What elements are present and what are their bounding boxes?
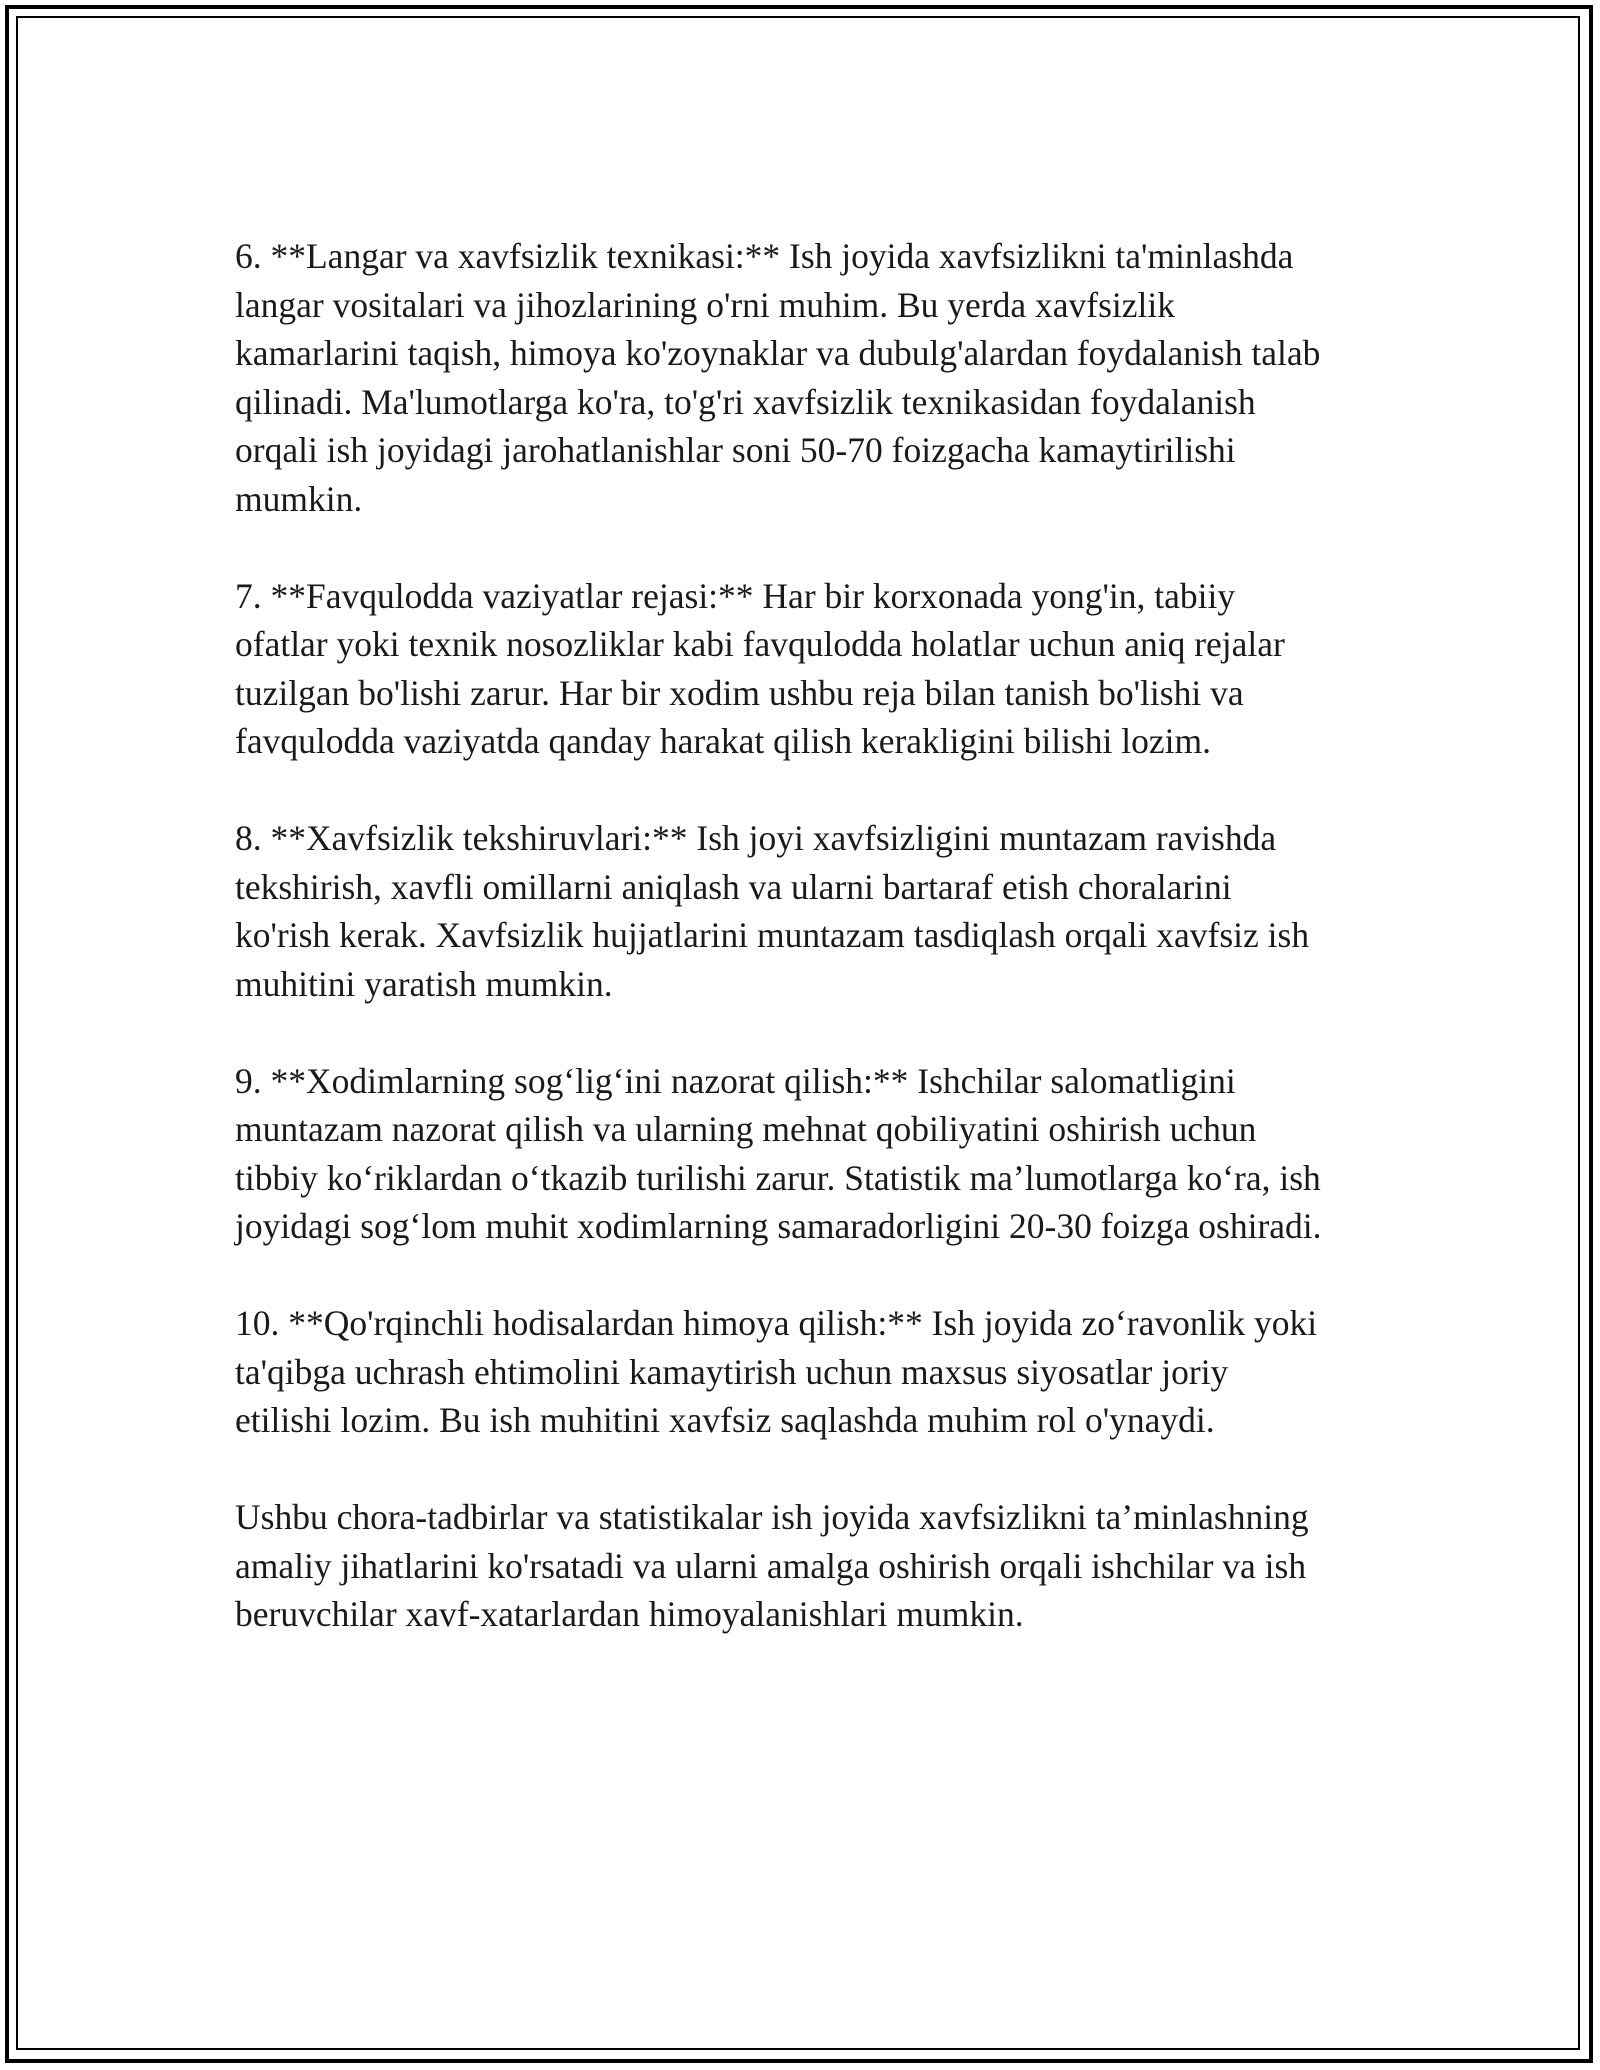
paragraph (235, 232, 1365, 523)
text-line: etilishi lozim. Bu ish muhitini xavfsiz saqlashda muhim rol o'ynaydi. (235, 1400, 1215, 1440)
text-line: 6. **Langar va xavfsizlik texnikasi:** Ish joyida xavfsizlikni ta'minlashda (235, 236, 1294, 276)
text-line: joyidagi sog‘lom muhit xodimlarning samaradorligini 20-30 foizga oshiradi. (235, 1206, 1322, 1246)
text-line: 8. **Xavfsizlik tekshiruvlari:** Ish joyi xavfsizligini muntazam ravishda (235, 818, 1277, 858)
paragraph (235, 1493, 1365, 1639)
text-line: favqulodda vaziyatda qanday harakat qilish kerakligini bilishi lozim. (235, 721, 1211, 761)
text-line: muhitini yaratish mumkin. (235, 963, 613, 1004)
text-line: mumkin. (235, 478, 363, 519)
text-line: tekshirish, xavfli omillarni aniqlash va ularni bartaraf etish choralarini (235, 866, 1232, 907)
text-line: kamarlarini taqish, himoya ko'zoynaklar va dubulg'alardan foydalanish talab (235, 333, 1321, 373)
text-line: 10. **Qo'rqinchli hodisalardan himoya qilish:** Ish joyida zo‘ravonlik yoki (235, 1303, 1318, 1343)
text-line: qilinadi. Ma'lumotlarga ko'ra, to'g'ri xavfsizlik texnikasidan foydalanish (235, 381, 1256, 422)
text-line: orqali ish joyidagi jarohatlanishlar soni 50-70 foizgacha kamaytirilishi (235, 430, 1236, 470)
text-line: amaliy jihatlarini ko'rsatadi va ularni amalga oshirish orqali ishchilar va ish (235, 1545, 1307, 1586)
document-body (235, 232, 1365, 1687)
text-line: Ushbu chora-tadbirlar va statistikalar ish joyida xavfsizlikni ta’minlashning (235, 1497, 1309, 1537)
text-line: 9. **Xodimlarning sog‘lig‘ini nazorat qilish:** Ishchilar salomatligini (235, 1060, 1236, 1101)
text-line: ko'rish kerak. Xavfsizlik hujjatlarini muntazam tasdiqlash orqali xavfsiz ish (235, 915, 1310, 955)
text-line: 7. **Favqulodda vaziyatlar rejasi:** Har bir korxonada yong'in, tabiiy (235, 575, 1236, 616)
paragraph (235, 572, 1365, 766)
text-line: beruvchilar xavf-xatarlardan himoyalanishlari mumkin. (235, 1594, 1024, 1634)
paragraph (235, 1299, 1365, 1445)
paragraph (235, 814, 1365, 1008)
text-line: ofatlar yoki texnik nosozliklar kabi favqulodda holatlar uchun aniq rejalar (235, 624, 1285, 664)
text-line: ta'qibga uchrash ehtimolini kamaytirish uchun maxsus siyosatlar joriy (235, 1351, 1229, 1392)
text-line: tibbiy ko‘riklardan o‘tkazib turilishi zarur. Statistik ma’lumotlarga ko‘ra, ish (235, 1157, 1321, 1198)
text-line: langar vositalari va jihozlarining o'rni muhim. Bu yerda xavfsizlik (235, 284, 1176, 325)
text-line: muntazam nazorat qilish va ularning mehnat qobiliyatini oshirish uchun (235, 1109, 1257, 1149)
text-line: tuzilgan bo'lishi zarur. Har bir xodim ushbu reja bilan tanish bo'lishi va (235, 672, 1244, 713)
paragraph (235, 1057, 1365, 1251)
